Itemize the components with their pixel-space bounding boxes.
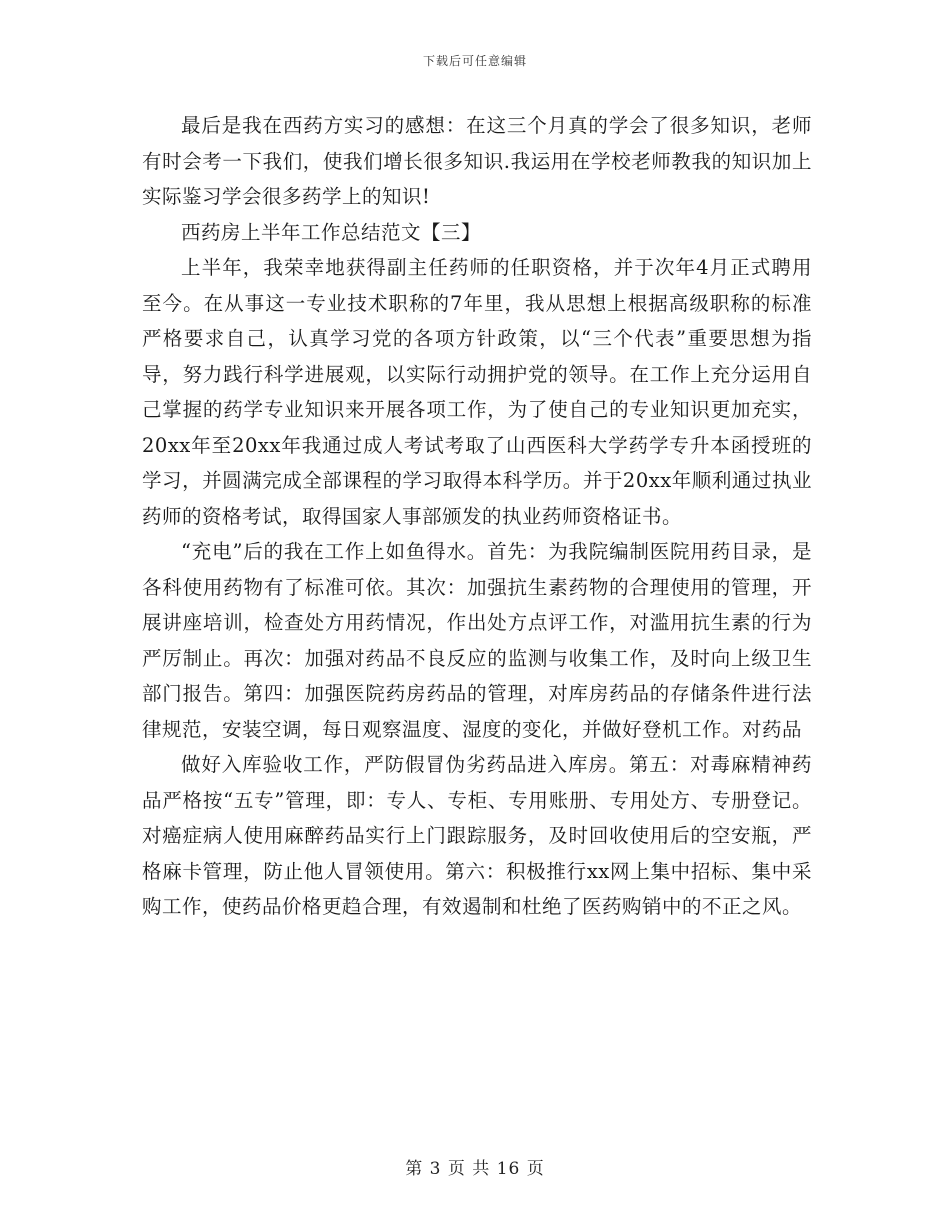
paragraph-qualification: 上半年，我荣幸地获得副主任药师的任职资格，并于次年4月正式聘用至今。在从事这一专业技术职称的7年里，我从思想上根据高级职称的标准严格要求自己，认真学习党的各项方针政策，以“三个代表”重要思想为指导，努力践行科学进展观，以实际行动拥护党的领导。在工作上充分运用自己掌握的药学专业知识来开展各项工作，为了使自己的专业知识更加充实，20xx年至20xx年我通过成人考试考取了山西医科大学药学专升本函授班的学习，并圆满完成全部课程的学习取得本科学历。并于20xx年顺利通过执业药师的资格考试，取得国家人事部颁发的执业药师资格证书。 [142,256,812,528]
page-number: 第 3 页 共 16 页 [405,1159,545,1179]
header-note: 下载后可任意编辑 [422,54,527,68]
paragraph-drug-management: 做好入库验收工作，严防假冒伪劣药品进入库房。第五：对毒麻精神药品严格按“五专”管理，即：专人、专柜、专用账册、专用处方、专册登记。对癌症病人使用麻醉药品实行上门跟踪服务，及时回收使用后的空安瓶，严格麻卡管理，防止他人冒领使用。第六：积极推行xx网上集中招标、集中采购工作，使药品价格更趋合理，有效遏制和杜绝了医药购销中的不正之风。 [142,753,812,918]
paragraph-work-highlights: “充电”后的我在工作上如鱼得水。首先：为我院编制医院用药目录，是各科使用药物有了标准可依。其次：加强抗生素药物的合理使用的管理，开展讲座培训，检查处方用药情况，作出处方点评工作，对滥用抗生素的行为严厉制止。再次：加强对药品不良反应的监测与收集工作，及时向上级卫生部门报告。第四：加强医院药房药品的管理，对库房药品的存储条件进行法律规范，安装空调，每日观察温度、湿度的变化，并做好登机工作。对药品 [142,540,812,741]
section-heading: 西药房上半年工作总结范文【三】 [181,220,482,244]
paragraph-reflection: 最后是我在西药方实习的感想：在这三个月真的学会了很多知识，老师有时会考一下我们，使我们增长很多知识.我运用在学校老师教我的知识加上实际鉴习学会很多药学上的知识! [142,114,812,208]
document-body [142,108,812,925]
